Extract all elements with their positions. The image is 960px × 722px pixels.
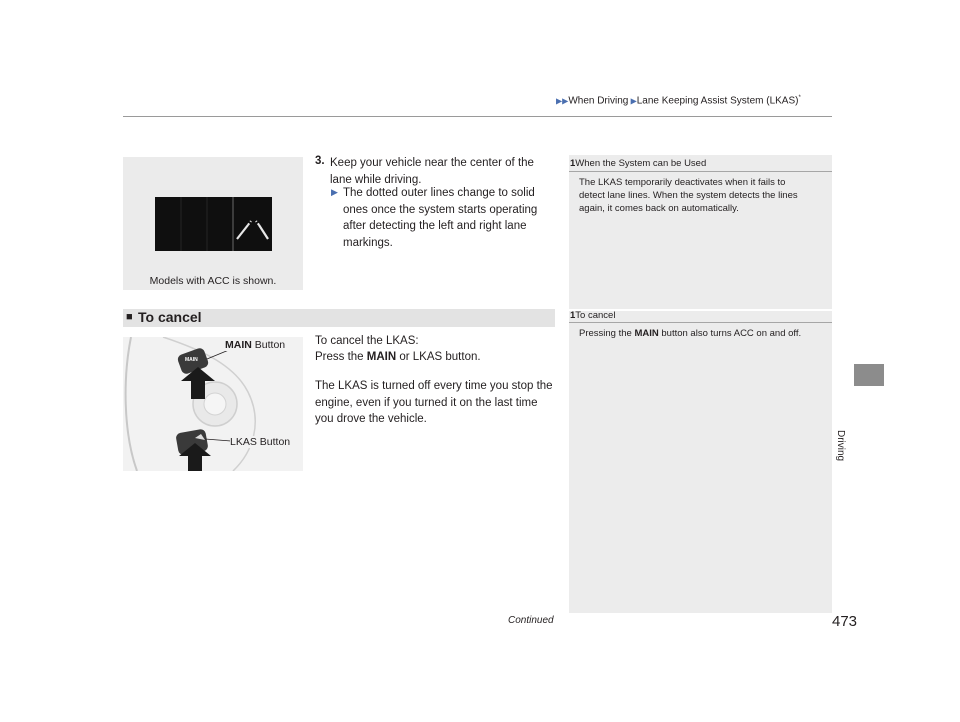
paragraph-line: engine, even if you turned it on the last time [315,396,538,409]
chapter-label: Driving [835,430,846,462]
note-body [579,327,829,340]
note-number: 1 [570,310,576,321]
cancel-instruction [315,349,555,366]
note-rule [569,322,832,323]
result-line: markings. [343,236,393,249]
steering-wheel-drawing [123,337,303,471]
result-line: after detecting the left and right lane [343,220,527,232]
main-button-label-rest: Button [251,339,286,351]
note-rule [569,171,832,172]
paragraph-line: The LKAS is turned off every time you stop the [315,380,553,392]
lkas-button-label: LKAS Button [230,436,291,448]
option-asterisk: * [798,95,801,101]
note-title [570,158,706,169]
result-line: The dotted outer lines change to solid [343,187,535,199]
note-number: 1 [570,158,576,169]
lkas-display-screen [155,197,272,251]
main-button-text: MAIN [185,357,198,363]
section-title: To cancel [138,309,202,325]
continued-label: Continued [508,615,554,626]
page-number: 473 [832,613,858,630]
step-result-text [343,185,553,251]
main-button-label [225,339,285,351]
step-line: lane while driving. [330,173,422,186]
instruction-bold: MAIN [366,351,397,363]
arrow-right-icon: ▶ [331,187,338,197]
breadcrumb-topic: Lane Keeping Assist System (LKAS) [636,95,799,107]
cancel-paragraph [315,378,555,428]
paragraph-line: you drove the vehicle. [315,413,427,425]
note-title-text: When the System can be Used [575,158,707,169]
header-rule [123,116,832,117]
arrow-right-icon: ▶▶ [556,96,569,106]
step-line: Keep your vehicle near the center of the [330,157,534,169]
note-bold: MAIN [634,328,659,339]
chapter-tab [854,364,884,386]
step-number: 3. [315,155,325,167]
lane-lines-graphic [155,197,272,251]
note-title [570,310,615,321]
instruction-text: or LKAS button. [396,351,481,363]
result-line: ones once the system starts operating [343,203,538,216]
note-line: The LKAS temporarily deactivates when it fails to [579,177,786,188]
cancel-intro: To cancel the LKAS: [315,335,419,347]
breadcrumb [556,95,801,106]
step-text [330,155,550,188]
section-marker: ■ [126,311,133,323]
figure-caption: Models with ACC is shown. [149,275,277,287]
steering-wheel-figure [123,337,303,471]
note-line: detect lane lines. When the system detects the lines [579,190,798,201]
notes-sidebar [569,155,832,613]
note-line: again, it comes back on automatically. [579,203,739,214]
instruction-text: Press the [315,351,367,363]
note-body [579,176,829,215]
breadcrumb-section: When Driving [568,95,629,107]
note-text: Pressing the [579,328,635,339]
note-title-text: To cancel [575,310,616,321]
note-text: button also turns ACC on and off. [658,328,802,339]
main-button-label-bold: MAIN [225,339,252,351]
arrow-right-icon: ▶ [628,96,637,106]
